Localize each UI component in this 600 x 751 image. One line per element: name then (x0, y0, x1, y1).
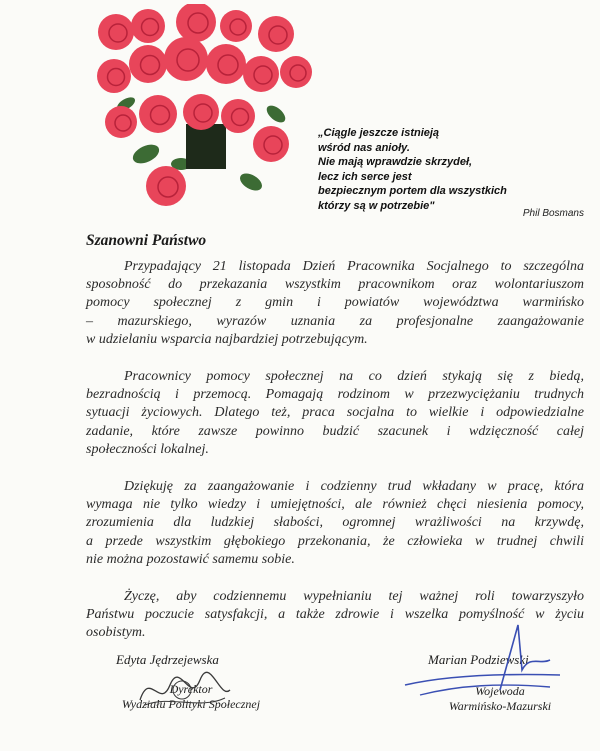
quote-line: którzy są w potrzebie" (318, 199, 435, 212)
text-line: wymaga nie tylko wiedzy i umiejętności, ale również chęci niesienia pomocy, (86, 497, 584, 513)
rose-bloom (258, 16, 294, 52)
text-line: nie można pozostawić samemu sobie. (86, 551, 295, 567)
quote-author: Phil Bosmans (522, 208, 584, 219)
paragraph (86, 368, 584, 459)
rose-bloom (131, 9, 165, 43)
rose-bloom (146, 166, 186, 206)
signatory-title: Wydziału Polityki Społecznej (121, 697, 261, 711)
paragraph (86, 258, 584, 349)
paragraph (86, 478, 584, 569)
letter-body (86, 258, 584, 662)
rose-bloom (243, 56, 279, 92)
rose-bloom (105, 106, 137, 138)
text-line: bezradnością i przemocą. Pomagają rodzinom w przezwyciężaniu trudnych (86, 387, 584, 403)
text-line: Pracownicy pomocy społecznej na co dzień stykają się z biedą, (124, 369, 584, 385)
text-line: Dziękuję za zaangażowanie i codzienny trud wkładany w pracę, która (124, 479, 584, 495)
quote-line: bezpiecznym portem dla wszystkich (318, 185, 507, 197)
text-line: społeczności lokalnej. (86, 441, 209, 457)
signature-block-left (96, 652, 286, 712)
rose-bloom (220, 10, 252, 42)
rose-bloom (206, 44, 246, 84)
rose-bloom (97, 59, 131, 93)
text-line: sposobność do przekazania wszystkim pracownikom oraz wolontariuszom (86, 277, 584, 293)
quote-line: wśród nas anioły. (318, 141, 410, 154)
quote-line: Nie mają wprawdzie skrzydeł, (318, 156, 473, 168)
rose-bloom (221, 99, 255, 133)
text-line: – mazurskiego, wyrazów uznania za profesjonalne zaangażowanie (86, 313, 584, 329)
signatory-title: Dyrektor (169, 682, 213, 696)
rose-bloom (129, 45, 167, 83)
text-line: Życzę, aby codziennemu wypełnianiu tej ważnej roli towarzyszyło (124, 589, 584, 605)
motto-quote (318, 126, 588, 213)
signatory-title: Warmińsko-Mazurski (448, 699, 552, 713)
rose-bloom (164, 37, 208, 81)
signatory-name: Edyta Jędrzejewska (116, 652, 219, 667)
rose-bloom (183, 94, 219, 130)
signatory-name: Marian Podziewski (428, 652, 529, 667)
text-line: osobistym. (86, 625, 146, 641)
signature-block-right (420, 652, 580, 714)
text-line: Przypadający 21 listopada Dzień Pracownika Socjalnego to szczególna (124, 259, 584, 274)
quote-line: „Ciągle jeszcze istnieją (318, 127, 440, 139)
rose-bloom (98, 14, 134, 50)
text-line: w udzielaniu wsparcia najbardziej potrzebującym. (86, 331, 368, 347)
text-line: Państwu poczucie satysfakcji, a także zdrowie i wszelka pomyślność w życiu (86, 607, 584, 623)
quote-line: lecz ich serce jest (318, 170, 412, 183)
text-line: sytuacji życiowych. Dlatego też, praca socjalna to wielkie i odpowiedzialne (86, 405, 584, 421)
salutation: Szanowni Państwo (86, 232, 207, 249)
text-line: zadanie, które zawsze powinno budzić szacunek i wdzięczność całej (86, 423, 584, 439)
rose-bloom (280, 56, 312, 88)
rose-bloom (139, 95, 177, 133)
text-line: pomocy społecznej z gmin i powiatów województwa warmińsko (86, 295, 584, 311)
signatory-title: Wojewoda (475, 684, 525, 698)
paragraph (86, 588, 584, 643)
text-line: zrozumienia dla ludzkiej słabości, ogromnej wrażliwości na krzywdę, (86, 515, 584, 531)
roses-bouquet-image (86, 4, 316, 212)
rose-bloom (253, 126, 289, 162)
text-line: a przede wszystkim głębokiego przekonania, że człowieka w trudnej chwili (86, 533, 584, 549)
rose-bloom (176, 4, 216, 42)
